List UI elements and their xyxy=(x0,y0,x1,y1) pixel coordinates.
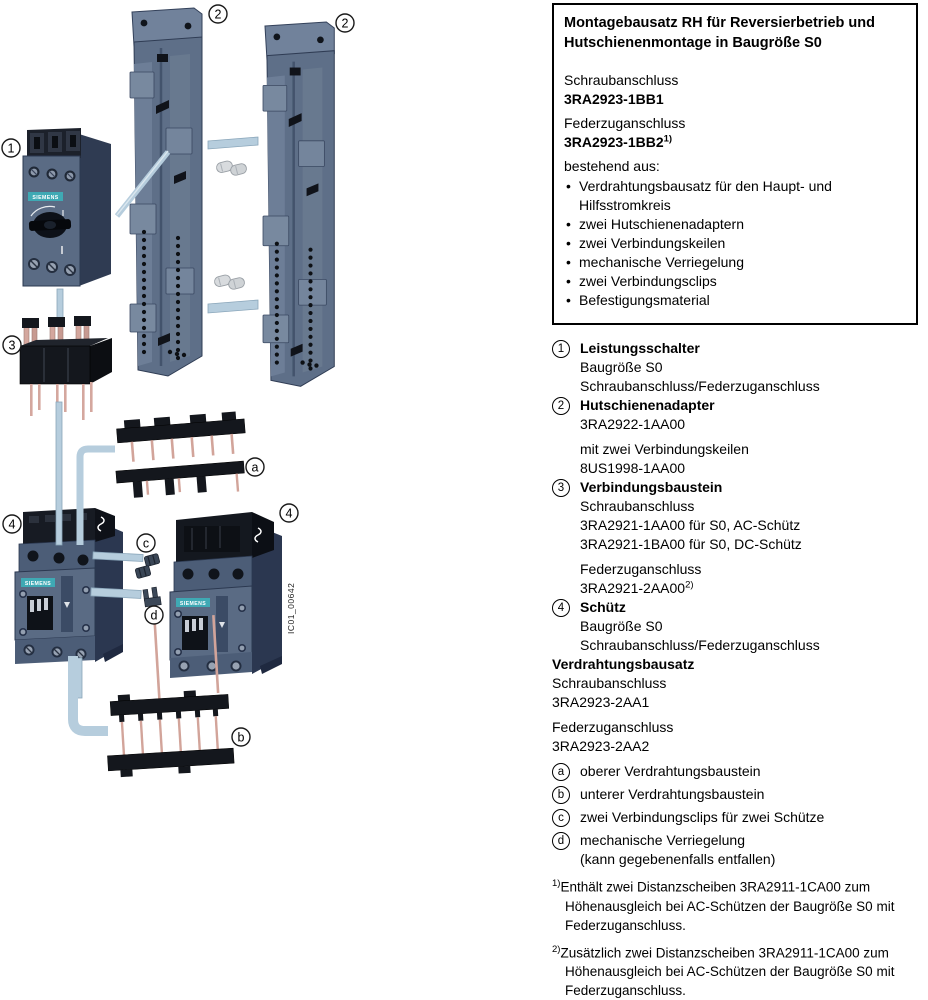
entry-body xyxy=(580,478,918,598)
entry-title: Verbindungsbaustein xyxy=(580,479,723,495)
din-rail-adapter-illustration xyxy=(263,22,334,386)
footnote: $^{1)}$Enthält zwei Distanzscheiben 3RA2911-1CA00 zum Höhenausgleich bei AC-Schützen der Baugröße S0 mit Federzuganschluss. xyxy=(552,878,895,933)
info-box xyxy=(552,3,918,325)
callout-2b xyxy=(336,14,354,32)
callout-3 xyxy=(3,336,21,354)
entry-title: Leistungsschalter xyxy=(580,340,700,356)
siemens-logo-text: SIEMENS xyxy=(24,581,52,587)
mechanical-interlock-icon xyxy=(143,587,161,607)
callout-letter-badge: d xyxy=(552,832,570,850)
entry-body xyxy=(580,785,918,804)
din-rail-adapter-illustration xyxy=(130,8,202,376)
entry-line: 3RA2921-2AA00$^{2)}$ xyxy=(580,579,694,596)
entry-body xyxy=(580,339,918,396)
svg-text:1: 1 xyxy=(7,141,15,156)
entry-line: oberer Verdrahtungsbaustein xyxy=(580,763,761,779)
entry-body xyxy=(580,396,918,478)
entry-paragraph xyxy=(580,358,918,396)
entry-paragraph xyxy=(580,440,918,478)
circuit-breaker-illustration xyxy=(23,128,111,286)
footnote-ref: 2) xyxy=(685,579,694,591)
kit-contents-list xyxy=(564,177,906,310)
callout-number-badge: 2 xyxy=(552,397,570,415)
entry-body xyxy=(580,762,918,781)
entry-line: Federzuganschluss xyxy=(580,561,702,577)
connecting-clip-icon xyxy=(135,565,151,578)
wire-stub-illustration xyxy=(57,289,63,319)
entry-line: (kann gegebenenfalls entfallen) xyxy=(580,851,776,867)
callout-letter-badge: a xyxy=(552,763,570,781)
entry-line: 3RA2922-1AA00 xyxy=(580,416,686,432)
entry-line: Schraubanschluss/Federzuganschluss xyxy=(580,637,820,653)
info-box-title: Montagebausatz RH für Reversierbetrieb und Hutschienenmontage in Baugröße S0 xyxy=(564,15,875,51)
callout-1 xyxy=(2,139,20,157)
figure-id-label: IC01_00642 xyxy=(286,582,296,634)
entry-line: 3RA2923-2AA2 xyxy=(552,738,650,754)
svg-text:b: b xyxy=(237,730,245,745)
entry-body xyxy=(580,831,918,869)
kit-content-item: • zwei Hutschienenadaptern xyxy=(564,215,906,234)
callout-number-badge: 1 xyxy=(552,340,570,358)
entry-paragraph xyxy=(552,718,918,756)
connecting-wedge-icon xyxy=(216,157,248,180)
callout-c xyxy=(137,534,155,552)
upper-wiring-comb-illustration xyxy=(112,411,250,501)
svg-text:4: 4 xyxy=(8,517,16,532)
callout-number-badge: 3 xyxy=(552,479,570,497)
consists-label: bestehend aus: xyxy=(564,158,660,174)
legend-entry-lettered xyxy=(552,808,918,827)
link-module-illustration xyxy=(20,316,112,420)
entry-line: Federzuganschluss xyxy=(552,719,674,735)
legend-entry-lettered xyxy=(552,785,918,804)
entry-line: 3RA2921-1BA00 für S0, DC-Schütz xyxy=(580,536,802,552)
entry-body xyxy=(580,808,918,827)
svg-text:2: 2 xyxy=(341,16,349,31)
entry-line: mechanische Verriegelung xyxy=(580,832,745,848)
svg-text:2: 2 xyxy=(214,7,222,22)
legend-panel xyxy=(552,3,918,869)
footnote-ref: 1) xyxy=(663,133,673,145)
legend-entry-lettered xyxy=(552,762,918,781)
entry-body xyxy=(580,598,918,655)
footnote-marker: 1) xyxy=(552,878,561,889)
legend-entry xyxy=(552,396,918,478)
kit-content-item: • mechanische Verriegelung xyxy=(564,253,906,272)
entry-paragraph xyxy=(580,560,918,598)
siemens-logo-text: SIEMENS xyxy=(179,601,207,607)
siemens-logo-text: SIEMENS xyxy=(32,195,59,201)
callout-4b xyxy=(280,504,298,522)
callout-2a xyxy=(209,5,227,23)
legend-entry xyxy=(552,478,918,598)
kit-content-item: • zwei Verbindungsclips xyxy=(564,272,906,291)
svg-text:a: a xyxy=(251,460,259,475)
legend-entry xyxy=(552,598,918,655)
wiring-kit-block xyxy=(552,655,918,756)
wiring-kit-title: Verdrahtungsbausatz xyxy=(552,656,695,672)
variant-order-number: 3RA2923-1BB1 xyxy=(564,91,664,107)
callout-number-badge: 4 xyxy=(552,599,570,617)
callout-letter-badge: b xyxy=(552,786,570,804)
product-variant xyxy=(564,71,906,109)
entry-line: 8US1998-1AA00 xyxy=(580,460,686,476)
callout-a xyxy=(246,458,264,476)
kit-content-item: • Befestigungsmaterial xyxy=(564,291,906,310)
kit-content-item: • Verdrahtungsbausatz für den Haupt- und Hilfsstromkreis xyxy=(564,177,906,215)
entry-line: 3RA2923-2AA1 xyxy=(552,694,650,710)
footnote: $^{2)}$Zusätzlich zwei Distanzscheiben 3RA2911-1CA00 zum Höhenausgleich bei AC-Schützen der Baugröße S0 mit Federzuganschluss. xyxy=(552,943,895,998)
legend-entry xyxy=(552,339,918,396)
svg-text:c: c xyxy=(142,536,150,551)
callout-4a xyxy=(3,515,21,533)
contactor-illustration xyxy=(15,508,123,664)
entry-line: Schraubanschluss xyxy=(552,675,667,691)
entry-line: Schraubanschluss/Federzuganschluss xyxy=(580,378,820,394)
lettered-legend xyxy=(552,762,918,869)
svg-text:3: 3 xyxy=(8,338,16,353)
variant-connection-type: Schraubanschluss xyxy=(564,72,679,88)
callout-b xyxy=(232,728,250,746)
svg-text:d: d xyxy=(150,608,158,623)
entry-line: mit zwei Verbindungskeilen xyxy=(580,441,749,457)
entry-paragraph xyxy=(580,617,918,655)
connecting-clip-icon xyxy=(144,553,160,566)
entry-line: 3RA2921-1AA00 für S0, AC-Schütz xyxy=(580,517,801,533)
legend-entry-lettered xyxy=(552,831,918,869)
numbered-legend xyxy=(552,339,918,655)
contactor-illustration xyxy=(170,512,282,678)
entry-title: Schütz xyxy=(580,599,626,615)
entry-line: Schraubanschluss xyxy=(580,498,695,514)
kit-content-item: • zwei Verbindungskeilen xyxy=(564,234,906,253)
entry-line: unterer Verdrahtungsbaustein xyxy=(580,786,765,802)
connecting-wedge-icon xyxy=(214,271,246,294)
callout-letter-badge: c xyxy=(552,809,570,827)
entry-line: Baugröße S0 xyxy=(580,618,663,634)
variant-connection-type: Federzuganschluss xyxy=(564,115,686,131)
footnote-marker: 2) xyxy=(552,943,561,955)
callout-d xyxy=(145,606,163,624)
entry-paragraph xyxy=(580,497,918,554)
wire-illustration xyxy=(56,402,62,545)
footnotes xyxy=(552,874,924,1000)
product-variants xyxy=(564,71,906,152)
entry-paragraph xyxy=(580,415,918,434)
variant-order-number: 3RA2923-1BB2$^{1)}$ xyxy=(564,133,673,150)
entry-paragraph xyxy=(552,674,918,712)
entry-line: Baugröße S0 xyxy=(580,359,663,375)
entry-title: Hutschienenadapter xyxy=(580,397,715,413)
product-variant xyxy=(564,114,906,152)
svg-text:4: 4 xyxy=(285,506,293,521)
entry-line: zwei Verbindungsclips für zwei Schütze xyxy=(580,809,825,825)
